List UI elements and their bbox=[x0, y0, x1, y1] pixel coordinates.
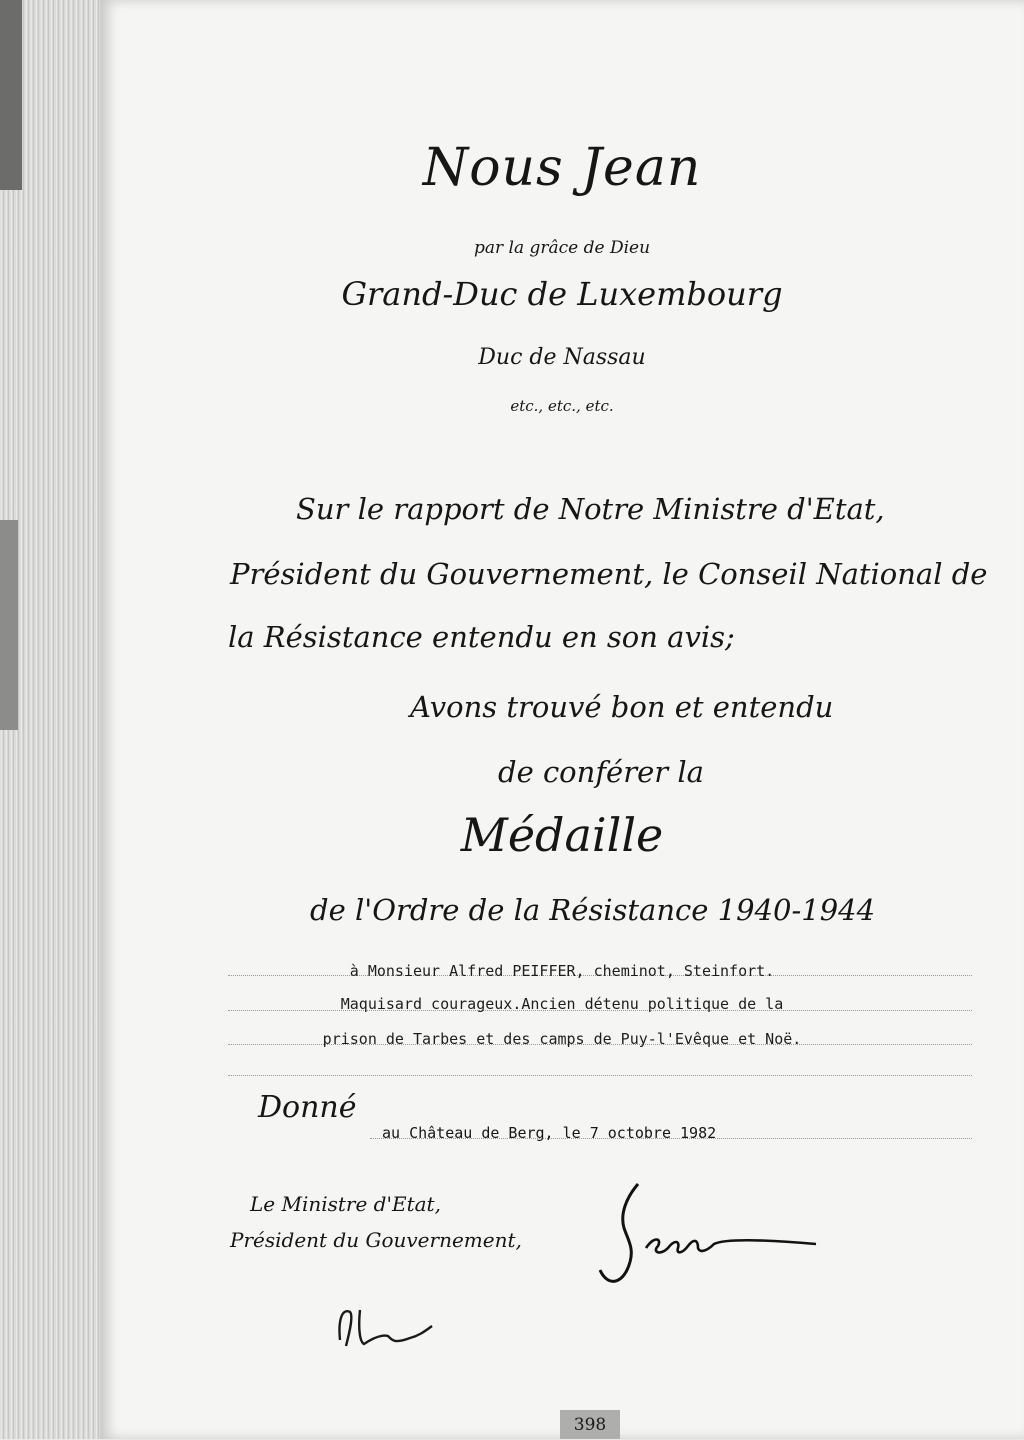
recipient-line-2: Maquisard courageux.Ancien détenu politique de la bbox=[340, 995, 784, 1013]
minister-title-line-1: Le Ministre d'Etat, bbox=[250, 1192, 441, 1216]
book-edge-shadow bbox=[0, 0, 22, 190]
body-line-3: la Résistance entendu en son avis; bbox=[228, 620, 735, 654]
donne-label: Donné bbox=[258, 1090, 357, 1125]
body-line-1: Sur le rapport de Notre Ministre d'Etat, bbox=[296, 492, 885, 526]
medaille-heading: Médaille bbox=[460, 808, 664, 862]
dotted-rule bbox=[370, 1138, 972, 1139]
document-title: Nous Jean bbox=[422, 138, 702, 198]
page-number: 398 bbox=[560, 1410, 620, 1439]
nassau-line: Duc de Nassau bbox=[478, 345, 646, 370]
grace-line: par la grâce de Dieu bbox=[473, 238, 651, 258]
body-line-2: Président du Gouvernement, le Conseil National de bbox=[230, 557, 988, 591]
recipient-line-1: à Monsieur Alfred PEIFFER, cheminot, Steinfort. bbox=[349, 962, 775, 980]
grand-duke-signature bbox=[590, 1178, 830, 1308]
conferer-line: de conférer la bbox=[498, 755, 704, 789]
avons-line: Avons trouvé bon et entendu bbox=[410, 690, 834, 724]
dotted-rule bbox=[228, 1075, 972, 1076]
ordre-line: de l'Ordre de la Résistance 1940-1944 bbox=[310, 893, 876, 927]
signature-text: Jean bbox=[630, 1268, 633, 1269]
minister-signature bbox=[320, 1290, 450, 1360]
book-edge-shadow bbox=[0, 520, 18, 730]
minister-title-line-2: Président du Gouvernement, bbox=[230, 1228, 522, 1252]
document-page bbox=[100, 0, 1024, 1439]
recipient-line-3: prison de Tarbes et des camps de Puy-l'Evêque et Noë. bbox=[322, 1030, 802, 1048]
donne-place-date: au Château de Berg, le 7 octobre 1982 bbox=[382, 1124, 717, 1142]
etc-line: etc., etc., etc. bbox=[510, 397, 614, 415]
grand-duc-line: Grand-Duc de Luxembourg bbox=[341, 275, 783, 313]
